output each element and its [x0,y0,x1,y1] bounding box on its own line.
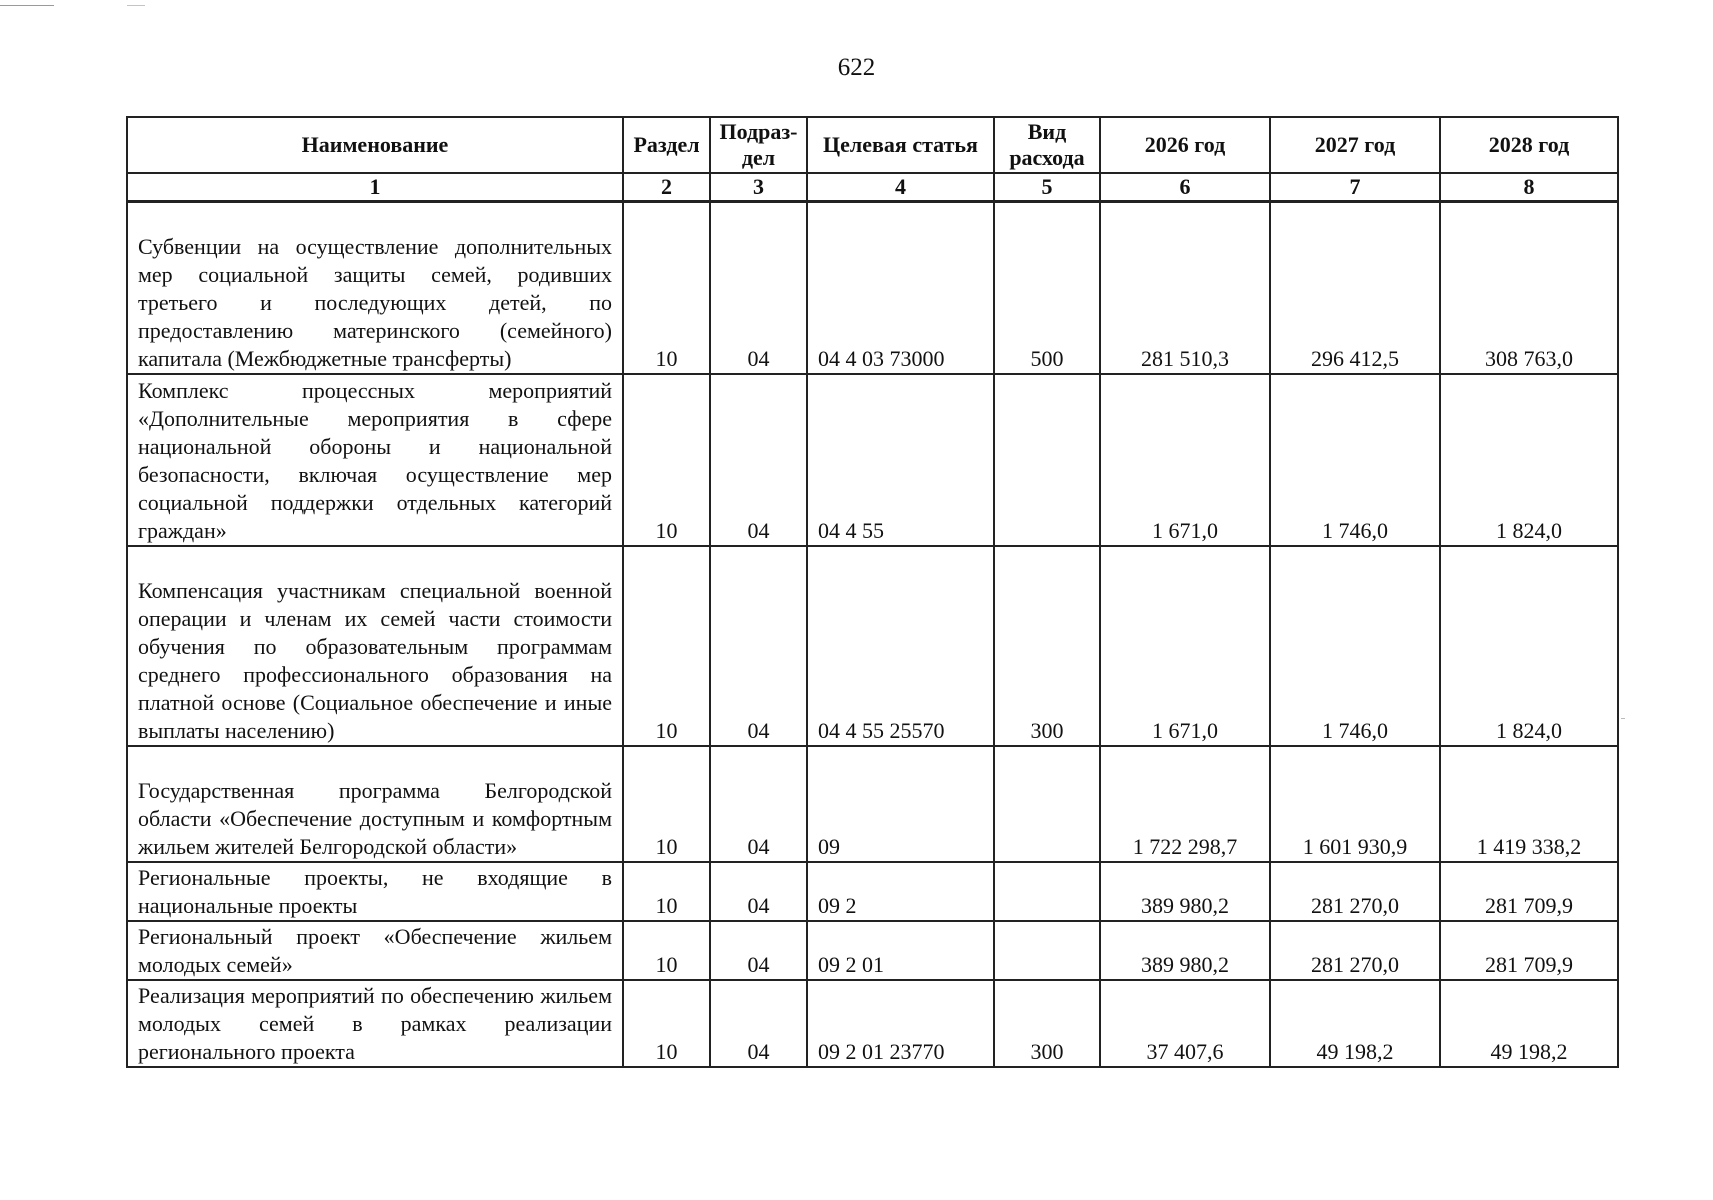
column-number: 5 [994,173,1100,202]
row-razdel: 10 [623,746,710,862]
column-number-row [127,173,1618,202]
row-celevaya-statya: 09 2 [807,862,994,921]
row-value-2027: 281 270,0 [1270,862,1440,921]
scan-corner-mark [127,5,145,6]
row-razdel: 10 [623,546,710,746]
row-value-2027: 49 198,2 [1270,980,1440,1067]
row-razdel: 10 [623,862,710,921]
column-number: 2 [623,173,710,202]
row-celevaya-statya: 04 4 55 [807,374,994,546]
header-year-2026: 2026 год [1100,117,1270,173]
row-name: Субвенции на осуществление дополнительных мер социальной защиты семей, родивших третьего и последующих детей, по предоставлению материнского (семейного) капитала (Межбюджетные трансферты) [127,202,623,374]
row-value-2026: 1 722 298,7 [1100,746,1270,862]
row-value-2027: 296 412,5 [1270,202,1440,374]
column-number: 1 [127,173,623,202]
row-podrazdel: 04 [710,862,807,921]
row-podrazdel: 04 [710,546,807,746]
scan-speck [1621,718,1625,719]
row-name: Реализация мероприятий по обеспечению жильем молодых семей в рамках реализации регионального проекта [127,980,623,1067]
header-podrazdel: Подраз-дел [710,117,807,173]
row-name: Компенсация участникам специальной военной операции и членам их семей части стоимости обучения по образовательным программам среднего профессионального образования на платной основе (Социальное обеспечение и иные выплаты населению) [127,546,623,746]
budget-table [126,116,1619,1068]
row-vid-rashoda [994,374,1100,546]
row-name: Региональные проекты, не входящие в национальные проекты [127,862,623,921]
row-value-2027: 1 746,0 [1270,546,1440,746]
row-value-2026: 281 510,3 [1100,202,1270,374]
column-number: 8 [1440,173,1618,202]
row-value-2028: 1 824,0 [1440,374,1618,546]
header-name: Наименование [127,117,623,173]
row-celevaya-statya: 09 2 01 [807,921,994,980]
row-value-2028: 1 419 338,2 [1440,746,1618,862]
row-value-2026: 37 407,6 [1100,980,1270,1067]
header-vid-rashoda: Вид расхода [994,117,1100,173]
row-value-2028: 308 763,0 [1440,202,1618,374]
row-name: Комплекс процессных мероприятий «Дополнительные мероприятия в сфере национальной обороны и национальной безопасности, включая осуществление мер социальной поддержки отдельных категорий граждан» [127,374,623,546]
row-podrazdel: 04 [710,374,807,546]
table-row [127,921,1618,980]
row-vid-rashoda [994,921,1100,980]
row-value-2028: 1 824,0 [1440,546,1618,746]
table-row [127,746,1618,862]
row-razdel: 10 [623,202,710,374]
header-celevaya-statya: Целевая статья [807,117,994,173]
row-celevaya-statya: 04 4 03 73000 [807,202,994,374]
row-razdel: 10 [623,374,710,546]
row-razdel: 10 [623,980,710,1067]
row-value-2026: 389 980,2 [1100,862,1270,921]
row-vid-rashoda: 500 [994,202,1100,374]
header-razdel: Раздел [623,117,710,173]
row-value-2026: 1 671,0 [1100,374,1270,546]
table-row [127,862,1618,921]
page-number: 622 [837,54,876,81]
header-year-2027: 2027 год [1270,117,1440,173]
row-celevaya-statya: 09 2 01 23770 [807,980,994,1067]
row-celevaya-statya: 09 [807,746,994,862]
row-vid-rashoda: 300 [994,980,1100,1067]
scan-corner-mark [0,5,54,6]
column-number: 6 [1100,173,1270,202]
row-vid-rashoda [994,862,1100,921]
row-value-2028: 281 709,9 [1440,862,1618,921]
row-value-2027: 281 270,0 [1270,921,1440,980]
column-number: 3 [710,173,807,202]
row-podrazdel: 04 [710,746,807,862]
row-podrazdel: 04 [710,202,807,374]
row-name: Региональный проект «Обеспечение жильем молодых семей» [127,921,623,980]
table-row [127,546,1618,746]
row-value-2026: 1 671,0 [1100,546,1270,746]
row-value-2028: 281 709,9 [1440,921,1618,980]
column-number: 4 [807,173,994,202]
header-year-2028: 2028 год [1440,117,1618,173]
row-value-2028: 49 198,2 [1440,980,1618,1067]
row-podrazdel: 04 [710,980,807,1067]
table-row [127,980,1618,1067]
table-row [127,374,1618,546]
row-value-2027: 1 601 930,9 [1270,746,1440,862]
row-name: Государственная программа Белгородской области «Обеспечение доступным и комфортным жильем жителей Белгородской области» [127,746,623,862]
row-vid-rashoda: 300 [994,546,1100,746]
table-header-row [127,117,1618,173]
row-vid-rashoda [994,746,1100,862]
row-value-2027: 1 746,0 [1270,374,1440,546]
row-value-2026: 389 980,2 [1100,921,1270,980]
column-number: 7 [1270,173,1440,202]
row-podrazdel: 04 [710,921,807,980]
row-razdel: 10 [623,921,710,980]
table-row [127,202,1618,374]
row-celevaya-statya: 04 4 55 25570 [807,546,994,746]
